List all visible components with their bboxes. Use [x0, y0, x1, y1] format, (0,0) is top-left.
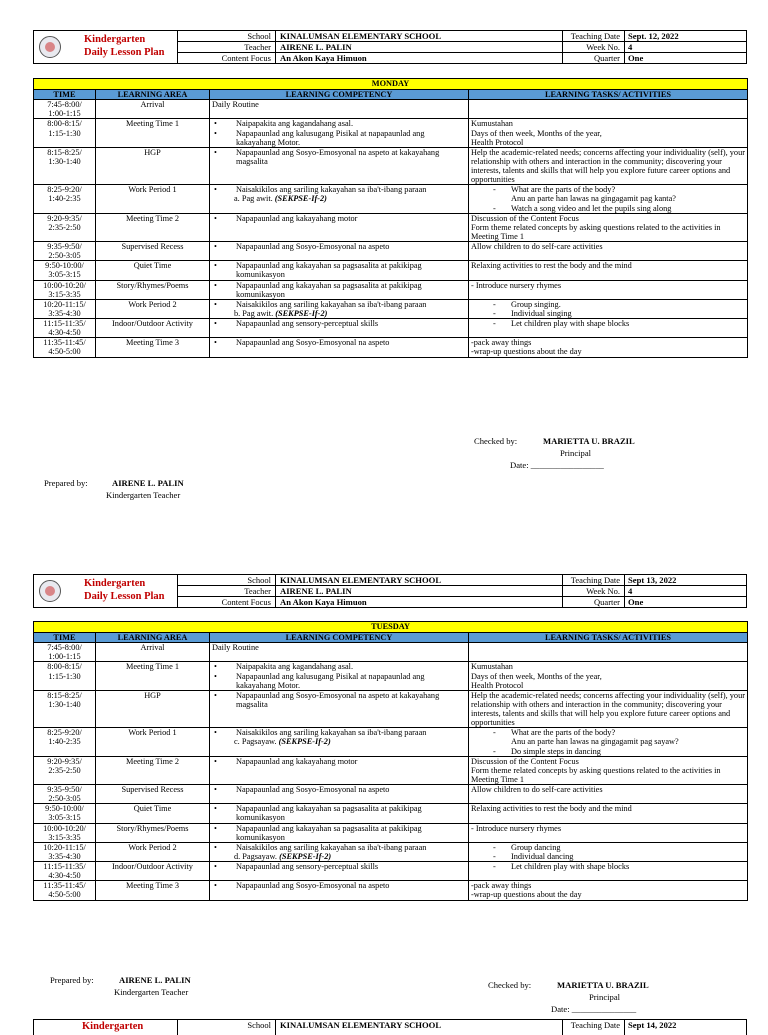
time-cell: [34, 804, 96, 823]
time-line: 1:00-1:15: [48, 652, 81, 662]
teaching-date-value: Sept 13, 2022: [628, 575, 677, 585]
task-line: - Introduce nursery rhymes: [471, 823, 562, 833]
competency-cell: [210, 338, 469, 357]
time-line: 4:30-4:50: [48, 328, 81, 338]
competency-cell: [210, 756, 469, 784]
time-cell: [34, 119, 96, 147]
time-cell: [34, 261, 96, 280]
tasks-cell: [469, 319, 748, 338]
competency-cell: [210, 119, 469, 147]
content-focus-value: An Akon Kaya Himuon: [280, 597, 367, 607]
learning-area-cell: Story/Rhymes/Poems: [96, 823, 210, 842]
task-line: -wrap-up questions about the day: [471, 347, 582, 357]
quarter-label: Quarter: [594, 53, 620, 63]
next-header-title: Kindergarten: [82, 1021, 144, 1032]
tasks-cell: [469, 823, 748, 842]
time-line: 2:50-3:05: [48, 794, 81, 804]
table-row: [34, 662, 748, 690]
task-line: Kumustahan: [471, 119, 513, 129]
task-line: Help the academic-related needs; concerns affecting your individuality (self), your relationship with others and interaction in the community; discovering your interests, talents and skills that will help you explore future career options and opportunities: [471, 690, 745, 728]
competency-cell: [210, 185, 469, 213]
checked-by-label: Checked by:: [488, 980, 532, 990]
competency-bullet: • Naisakikilos ang sariling kakayahan sa iba't-ibang paraan: [210, 728, 466, 737]
time-line: 4:30-4:50: [48, 871, 81, 881]
competency-text: Daily Routine: [212, 100, 259, 110]
learning-area-cell: Work Period 2: [96, 842, 210, 861]
competency-sub-item: [210, 309, 466, 318]
table-row: [34, 785, 748, 804]
header-subtitle: Daily Lesson Plan: [84, 591, 165, 602]
task-line: -wrap-up questions about the day: [471, 890, 582, 900]
content-focus-value: An Akon Kaya Himuon: [280, 53, 367, 63]
time-line: 1:40-2:35: [48, 194, 81, 204]
preparer-name: AIRENE L. PALIN: [112, 478, 184, 488]
task-line: -pack away things: [471, 338, 532, 348]
task-bullet: - Individual dancing: [471, 852, 745, 861]
task-bullet: - Group singing.: [471, 300, 745, 309]
col-area-header: LEARNING AREA: [96, 90, 210, 100]
tasks-cell: [469, 185, 748, 213]
tasks-cell: [469, 662, 748, 690]
competency-bullet: • Naisakikilos ang sariling kakayahan sa iba't-ibang paraan: [210, 843, 466, 852]
time-line: 9:20-9:35/: [47, 213, 82, 223]
task-line: Form theme related concepts by asking questions related to the activities in Meeting Time 1: [471, 222, 721, 241]
competency-code: (SEKPSE-If-2): [278, 737, 331, 747]
preparer-title: Kindergarten Teacher: [114, 987, 189, 997]
table-row: [34, 100, 748, 119]
competency-cell: [210, 662, 469, 690]
time-cell: [34, 100, 96, 119]
time-cell: [34, 862, 96, 881]
tasks-cell: [469, 862, 748, 881]
task-bullet: - Do simple steps in dancing: [471, 747, 745, 756]
learning-area-cell: HGP: [96, 690, 210, 728]
time-line: 8:15-8:25/: [47, 147, 82, 157]
teaching-date-label: Teaching Date: [570, 575, 620, 585]
deped-seal-logo: [39, 36, 61, 58]
principal-name: MARIETTA U. BRAZIL: [557, 980, 649, 990]
learning-area-cell: Story/Rhymes/Poems: [96, 280, 210, 299]
table-row: [34, 643, 748, 662]
table-row: [34, 756, 748, 784]
table-row: [34, 280, 748, 299]
competency-code: (SEKPSE-If-2): [274, 194, 327, 204]
tasks-cell: [469, 804, 748, 823]
learning-area-cell: Supervised Recess: [96, 785, 210, 804]
col-competency-header: LEARNING COMPETENCY: [210, 90, 469, 100]
header-title: Kindergarten: [84, 34, 146, 45]
time-cell: [34, 823, 96, 842]
principal-title: Principal: [560, 448, 592, 458]
table-row: [34, 299, 748, 318]
competency-cell: [210, 299, 469, 318]
tasks-cell: [469, 100, 748, 119]
time-line: 2:35-2:50: [48, 222, 81, 232]
task-line: Discussion of the Content Focus: [471, 213, 579, 223]
checked-by-label: Checked by:: [474, 436, 518, 446]
table-row: [34, 823, 748, 842]
task-line: Relaxing activities to rest the body and the mind: [471, 804, 632, 814]
table-row: [34, 185, 748, 213]
tasks-cell: [469, 728, 748, 756]
competency-code: (SEKPSE-If-2): [275, 308, 328, 318]
tasks-cell: [469, 213, 748, 241]
time-line: 4:50-5:00: [48, 890, 81, 900]
task-line: Help the academic-related needs; concerns affecting your individuality (self), your relationship with others and interaction in the community; discovering your interests, talents and skills that will help you explore future career options and opportunities: [471, 147, 745, 185]
competency-cell: [210, 261, 469, 280]
task-line: Allow children to do self-care activities: [471, 242, 603, 251]
competency-bullet: • Napapaunlad ang kakayahang motor: [210, 757, 466, 766]
learning-area-cell: HGP: [96, 147, 210, 185]
tasks-cell: [469, 299, 748, 318]
competency-bullet: • Naipapakita ang kagandahang asal.: [210, 119, 466, 128]
tasks-cell: [469, 756, 748, 784]
competency-cell: [210, 213, 469, 241]
table-row: [34, 728, 748, 756]
competency-bullet: • Napapaunlad ang sensory-perceptual skills: [210, 319, 466, 328]
competency-cell: [210, 643, 469, 662]
content-focus-label: Content Focus: [221, 597, 271, 607]
time-line: 8:15-8:25/: [47, 690, 82, 700]
competency-bullet: • Napapaunlad ang Sosyo-Emosyonal na aspeto: [210, 338, 466, 347]
next-school-value: KINALUMSAN ELEMENTARY SCHOOL: [280, 1020, 442, 1030]
competency-cell: [210, 804, 469, 823]
time-line: 1:30-1:40: [48, 156, 81, 166]
time-line: 7:45-8:00/: [47, 100, 82, 110]
lesson-plan-table: [33, 621, 748, 901]
tasks-cell: [469, 842, 748, 861]
col-time-header: TIME: [34, 633, 96, 643]
time-line: 3:05-3:15: [48, 270, 81, 280]
school-value: KINALUMSAN ELEMENTARY SCHOOL: [280, 575, 442, 585]
sub-item-label: a. Pag awit.: [234, 194, 273, 204]
principal-name: MARIETTA U. BRAZIL: [543, 436, 635, 446]
tasks-cell: [469, 147, 748, 185]
time-cell: [34, 185, 96, 213]
task-line: Kumustahan: [471, 662, 513, 672]
time-line: 9:35-9:50/: [47, 785, 82, 794]
quarter-value: One: [628, 597, 644, 607]
teacher-value: AIRENE L. PALIN: [280, 42, 352, 52]
prepared-by-label: Prepared by:: [50, 975, 94, 985]
task-bullet: Anu an parte han lawas na gingagamit pag kanta?: [511, 194, 676, 204]
table-row: [34, 690, 748, 728]
task-bullet: - Watch a song video and let the pupils sing along: [471, 204, 745, 213]
lesson-plan-table: [33, 78, 748, 358]
week-label: Week No.: [586, 42, 620, 52]
col-time-header: TIME: [34, 90, 96, 100]
time-cell: [34, 662, 96, 690]
competency-cell: [210, 785, 469, 804]
teaching-date-value: Sept. 12, 2022: [628, 31, 679, 41]
time-line: 1:00-1:15: [48, 109, 81, 119]
table-row: [34, 242, 748, 261]
competency-bullet: • Napapaunlad ang Sosyo-Emosyonal na aspeto: [210, 785, 466, 794]
tasks-cell: [469, 785, 748, 804]
competency-cell: [210, 690, 469, 728]
learning-area-cell: Meeting Time 3: [96, 338, 210, 357]
time-line: 3:35-4:30: [48, 308, 81, 318]
competency-bullet: • Naisakikilos ang sariling kakayahan sa iba't-ibang paraan: [210, 300, 466, 309]
competency-bullet: • Napapaunlad ang kalusugang Pisikal at napapaunlad ang kakayahang Motor.: [210, 672, 466, 690]
date-line: Date: _________________: [510, 460, 604, 470]
task-line: Form theme related concepts by asking questions related to the activities in Meeting Time 1: [471, 765, 721, 784]
task-line: Discussion of the Content Focus: [471, 756, 579, 766]
time-line: 1:15-1:30: [48, 128, 81, 138]
competency-cell: [210, 147, 469, 185]
sub-item-label: b. Pag awit.: [234, 308, 274, 318]
competency-bullet: • Napapaunlad ang kakayahang motor: [210, 214, 466, 223]
deped-seal-logo: [39, 580, 61, 602]
table-row: [34, 842, 748, 861]
table-row: [34, 319, 748, 338]
task-line: Days of then week, Months of the year,: [471, 128, 602, 138]
week-value: 4: [628, 42, 633, 52]
task-line: Relaxing activities to rest the body and the mind: [471, 261, 632, 271]
content-focus-label: Content Focus: [221, 53, 271, 63]
learning-area-cell: Indoor/Outdoor Activity: [96, 319, 210, 338]
task-bullet: - Let children play with shape blocks: [471, 319, 745, 328]
tasks-cell: [469, 643, 748, 662]
competency-cell: [210, 319, 469, 338]
learning-area-cell: Work Period 1: [96, 728, 210, 756]
competency-cell: [210, 728, 469, 756]
learning-area-cell: Arrival: [96, 643, 210, 662]
tasks-cell: [469, 338, 748, 357]
time-line: 8:25-9:20/: [47, 728, 82, 738]
week-value: 4: [628, 586, 633, 596]
competency-sub-item: [210, 194, 466, 203]
teacher-value: AIRENE L. PALIN: [280, 586, 352, 596]
task-line: Health Protocol: [471, 680, 524, 690]
col-tasks-header: LEARNING TASKS/ ACTIVITIES: [469, 90, 748, 100]
teacher-label: Teacher: [244, 586, 271, 596]
time-line: 9:20-9:35/: [47, 756, 82, 766]
header-title: Kindergarten: [84, 578, 146, 589]
time-line: 3:15-3:35: [48, 289, 81, 299]
time-cell: [34, 319, 96, 338]
quarter-label: Quarter: [594, 597, 620, 607]
time-cell: [34, 881, 96, 900]
plan-header: [33, 574, 747, 608]
col-tasks-header: LEARNING TASKS/ ACTIVITIES: [469, 633, 748, 643]
teacher-label: Teacher: [244, 42, 271, 52]
competency-cell: [210, 823, 469, 842]
time-line: 11:15-11:35/: [43, 319, 86, 328]
time-cell: [34, 299, 96, 318]
header-subtitle: Daily Lesson Plan: [84, 47, 165, 58]
week-label: Week No.: [586, 586, 620, 596]
competency-text: Daily Routine: [212, 643, 259, 653]
time-line: 9:50-10:00/: [45, 261, 84, 271]
time-line: 8:00-8:15/: [47, 119, 82, 129]
sub-item-label: c. Pagsayaw.: [234, 737, 277, 747]
tasks-cell: [469, 280, 748, 299]
task-line: - Introduce nursery rhymes: [471, 280, 562, 290]
task-line: -pack away things: [471, 881, 532, 891]
learning-area-cell: Work Period 2: [96, 299, 210, 318]
competency-bullet: • Napapaunlad ang Sosyo-Emosyonal na aspeto at kakayahang magsalita: [210, 148, 466, 166]
task-bullet: - What are the parts of the body?: [471, 185, 745, 194]
time-line: 8:00-8:15/: [47, 662, 82, 672]
time-line: 11:35-11:45/: [43, 881, 86, 891]
next-date-label: Teaching Date: [570, 1020, 620, 1030]
learning-area-cell: Meeting Time 1: [96, 662, 210, 690]
date-line: Date: _______________: [551, 1004, 637, 1014]
tasks-cell: [469, 881, 748, 900]
time-line: 11:35-11:45/: [43, 338, 86, 348]
time-line: 2:35-2:50: [48, 765, 81, 775]
time-cell: [34, 785, 96, 804]
competency-bullet: • Napapaunlad ang kakayahan sa pagsasalita at pakikipag komunikasyon: [210, 824, 466, 842]
time-line: 10:00-10:20/: [43, 280, 86, 290]
competency-cell: [210, 242, 469, 261]
task-line: Allow children to do self-care activities: [471, 785, 603, 794]
learning-area-cell: Arrival: [96, 100, 210, 119]
day-label: MONDAY: [34, 79, 748, 90]
time-line: 1:40-2:35: [48, 737, 81, 747]
table-row: [34, 862, 748, 881]
task-bullet: - Group dancing: [471, 843, 745, 852]
task-line: Days of then week, Months of the year,: [471, 671, 602, 681]
time-cell: [34, 242, 96, 261]
competency-bullet: • Napapaunlad ang sensory-perceptual skills: [210, 862, 466, 871]
competency-code: (SEKPSE-If-2): [279, 851, 332, 861]
competency-bullet: • Napapaunlad ang Sosyo-Emosyonal na aspeto at kakayahang magsalita: [210, 691, 466, 709]
table-row: [34, 261, 748, 280]
competency-cell: [210, 862, 469, 881]
time-line: 1:30-1:40: [48, 699, 81, 709]
teaching-date-label: Teaching Date: [570, 31, 620, 41]
competency-bullet: • Napapaunlad ang Sosyo-Emosyonal na aspeto: [210, 242, 466, 251]
task-bullet: - Let children play with shape blocks: [471, 862, 745, 871]
time-line: 11:15-11:35/: [43, 862, 86, 871]
competency-sub-item: [210, 852, 466, 861]
time-cell: [34, 338, 96, 357]
competency-bullet: • Napapaunlad ang Sosyo-Emosyonal na aspeto: [210, 881, 466, 890]
time-line: 1:15-1:30: [48, 671, 81, 681]
tasks-cell: [469, 119, 748, 147]
competency-cell: [210, 842, 469, 861]
competency-cell: [210, 280, 469, 299]
tasks-cell: [469, 261, 748, 280]
time-line: 2:50-3:05: [48, 251, 81, 261]
task-bullet: - Individual singing: [471, 309, 745, 318]
principal-title: Principal: [589, 992, 621, 1002]
school-label: School: [247, 31, 271, 41]
time-line: 4:50-5:00: [48, 347, 81, 357]
time-cell: [34, 842, 96, 861]
quarter-value: One: [628, 53, 644, 63]
competency-bullet: • Napapaunlad ang kalusugang Pisikal at napapaunlad ang kakayahang Motor.: [210, 129, 466, 147]
competency-bullet: • Napapaunlad ang kakayahan sa pagsasalita at pakikipag komunikasyon: [210, 804, 466, 822]
next-plan-header: [33, 1019, 747, 1035]
time-line: 9:35-9:50/: [47, 242, 82, 251]
task-bullet: Anu an parte han lawas na gingagamit pag sayaw?: [511, 737, 679, 747]
time-cell: [34, 690, 96, 728]
competency-cell: [210, 100, 469, 119]
time-line: 3:35-4:30: [48, 851, 81, 861]
preparer-title: Kindergarten Teacher: [106, 490, 181, 500]
learning-area-cell: Meeting Time 1: [96, 119, 210, 147]
learning-area-cell: Indoor/Outdoor Activity: [96, 862, 210, 881]
learning-area-cell: Meeting Time 2: [96, 213, 210, 241]
school-value: KINALUMSAN ELEMENTARY SCHOOL: [280, 31, 442, 41]
day-label: TUESDAY: [34, 622, 748, 633]
preparer-name: AIRENE L. PALIN: [119, 975, 191, 985]
learning-area-cell: Meeting Time 3: [96, 881, 210, 900]
competency-bullet: • Napapaunlad ang kakayahan sa pagsasalita at pakikipag komunikasyon: [210, 261, 466, 279]
time-line: 3:05-3:15: [48, 813, 81, 823]
time-cell: [34, 213, 96, 241]
time-line: 8:25-9:20/: [47, 185, 82, 195]
next-date-value: Sept 14, 2022: [628, 1020, 677, 1030]
learning-area-cell: Meeting Time 2: [96, 756, 210, 784]
time-cell: [34, 643, 96, 662]
time-line: 10:20-11:15/: [43, 842, 86, 852]
competency-cell: [210, 881, 469, 900]
tasks-cell: [469, 690, 748, 728]
table-row: [34, 804, 748, 823]
learning-area-cell: Supervised Recess: [96, 242, 210, 261]
table-row: [34, 338, 748, 357]
table-row: [34, 119, 748, 147]
competency-bullet: • Naisakikilos ang sariling kakayahan sa iba't-ibang paraan: [210, 185, 466, 194]
tasks-cell: [469, 242, 748, 261]
time-line: 10:20-11:15/: [43, 299, 86, 309]
learning-area-cell: Quiet Time: [96, 261, 210, 280]
time-line: 7:45-8:00/: [47, 643, 82, 653]
time-cell: [34, 728, 96, 756]
competency-bullet: • Naipapakita ang kagandahang asal.: [210, 662, 466, 671]
learning-area-cell: Work Period 1: [96, 185, 210, 213]
plan-header: [33, 30, 747, 64]
table-row: [34, 213, 748, 241]
table-row: [34, 147, 748, 185]
col-area-header: LEARNING AREA: [96, 633, 210, 643]
time-line: 10:00-10:20/: [43, 823, 86, 833]
competency-sub-item: [210, 737, 466, 746]
task-line: Health Protocol: [471, 137, 524, 147]
time-cell: [34, 147, 96, 185]
table-row: [34, 881, 748, 900]
time-line: 3:15-3:35: [48, 832, 81, 842]
competency-bullet: • Napapaunlad ang kakayahan sa pagsasalita at pakikipag komunikasyon: [210, 281, 466, 299]
prepared-by-label: Prepared by:: [44, 478, 88, 488]
time-line: 9:50-10:00/: [45, 804, 84, 814]
time-cell: [34, 756, 96, 784]
school-label: School: [247, 575, 271, 585]
col-competency-header: LEARNING COMPETENCY: [210, 633, 469, 643]
time-cell: [34, 280, 96, 299]
sub-item-label: d. Pagsayaw.: [234, 851, 278, 861]
next-school-label: School: [247, 1020, 271, 1030]
task-bullet: - What are the parts of the body?: [471, 728, 745, 737]
learning-area-cell: Quiet Time: [96, 804, 210, 823]
